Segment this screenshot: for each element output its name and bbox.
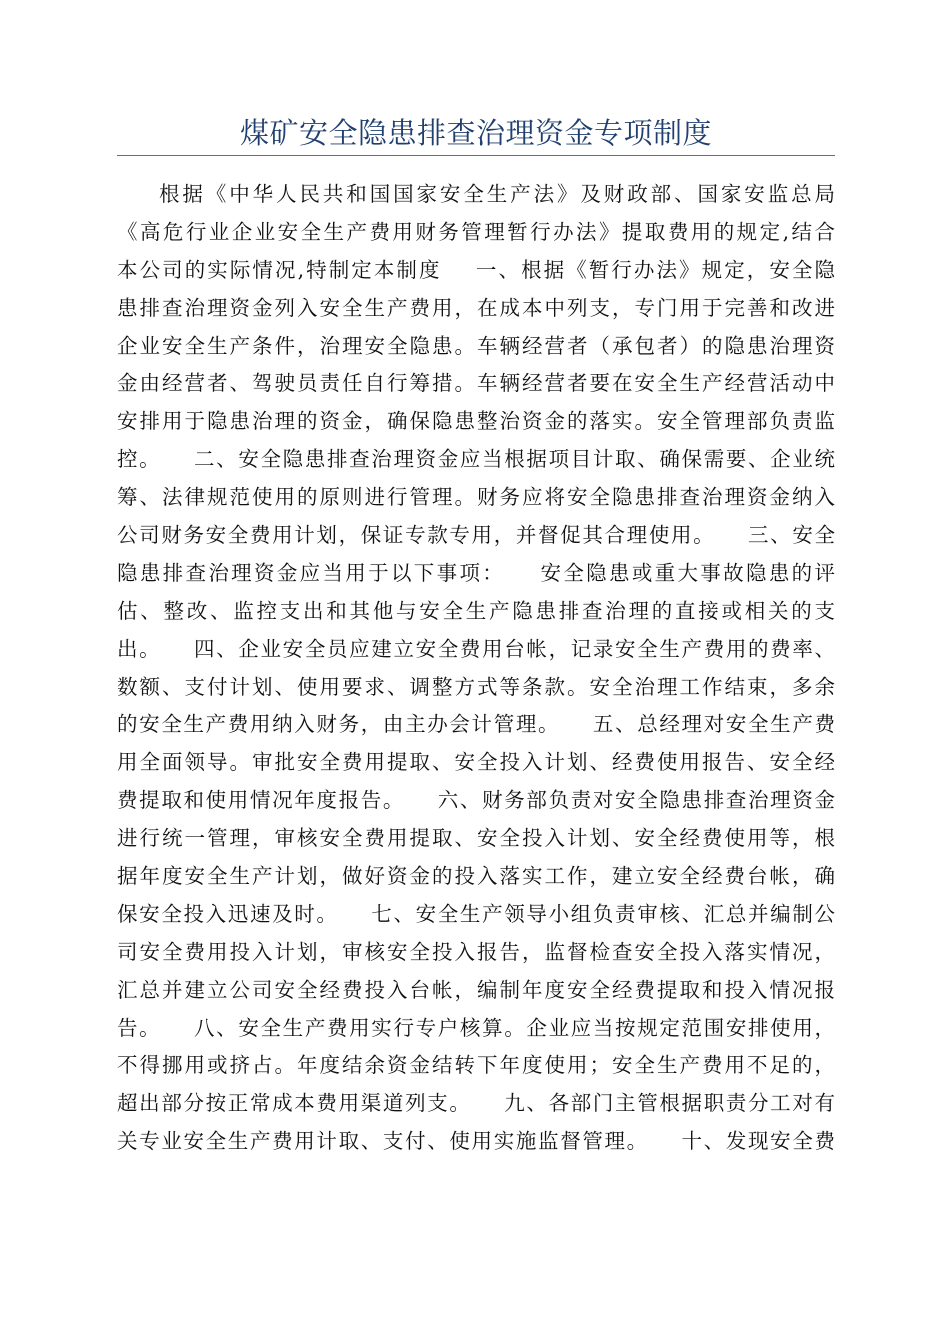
title-underline bbox=[117, 155, 835, 156]
body-line: 安排用于隐患治理的资金，确保隐患整治资金的落实。安全管理部负责监 bbox=[117, 409, 835, 434]
body-line: 筹、法律规范使用的原则进行管理。财务应将安全隐患排查治理资金纳入 bbox=[117, 485, 835, 510]
body-line: 出。 四、企业安全员应建立安全费用台帐，记录安全生产费用的费率、 bbox=[117, 636, 835, 661]
body-line: 公司财务安全费用计划，保证专款专用，并督促其合理使用。 三、安全 bbox=[117, 523, 835, 548]
body-line: 超出部分按正常成本费用渠道列支。 九、各部门主管根据职责分工对有 bbox=[117, 1091, 835, 1116]
body-line: 估、整改、监控支出和其他与安全生产隐患排查治理的直接或相关的支 bbox=[117, 598, 835, 623]
body-line: 《高危行业企业安全生产费用财务管理暂行办法》提取费用的规定,结合 bbox=[117, 219, 835, 244]
body-line: 不得挪用或挤占。年度结余资金结转下年度使用；安全生产费用不足的， bbox=[117, 1053, 835, 1078]
body-line: 隐患排查治理资金应当用于以下事项： 安全隐患或重大事故隐患的评 bbox=[117, 560, 835, 585]
document-title: 煤矿安全隐患排查治理资金专项制度 bbox=[239, 116, 712, 150]
body-line: 控。 二、安全隐患排查治理资金应当根据项目计取、确保需要、企业统 bbox=[117, 447, 835, 472]
body-line: 关专业安全生产费用计取、支付、使用实施监督管理。 十、发现安全费 bbox=[117, 1129, 835, 1154]
body-line: 用全面领导。审批安全费用提取、安全投入计划、经费使用报告、安全经 bbox=[117, 750, 835, 775]
body-line: 汇总并建立公司安全经费投入台帐，编制年度安全经费提取和投入情况报 bbox=[117, 977, 835, 1002]
body-line: 费提取和使用情况年度报告。 六、财务部负责对安全隐患排查治理资金 bbox=[117, 788, 835, 813]
body-line: 患排查治理资金列入安全生产费用，在成本中列支，专门用于完善和改进 bbox=[117, 295, 835, 320]
body-line: 保安全投入迅速及时。 七、安全生产领导小组负责审核、汇总并编制公 bbox=[117, 901, 835, 926]
body-line: 企业安全生产条件，治理安全隐患。车辆经营者（承包者）的隐患治理资 bbox=[117, 333, 835, 358]
body-line: 根据《中华人民共和国国家安全生产法》及财政部、国家安监总局 bbox=[159, 182, 835, 206]
body-line: 司安全费用投入计划，审核安全投入报告，监督检查安全投入落实情况， bbox=[117, 939, 835, 964]
body-line: 据年度安全生产计划，做好资金的投入落实工作，建立安全经费台帐，确 bbox=[117, 864, 835, 889]
body-line: 的安全生产费用纳入财务，由主办会计管理。 五、总经理对安全生产费 bbox=[117, 712, 835, 737]
body-line: 进行统一管理，审核安全费用提取、安全投入计划、安全经费使用等，根 bbox=[117, 826, 835, 851]
document-body bbox=[117, 176, 835, 1161]
body-line: 本公司的实际情况,特制定本制度 一、根据《暂行办法》规定，安全隐 bbox=[117, 257, 835, 282]
body-line: 金由经营者、驾驶员责任自行筹措。车辆经营者要在安全生产经营活动中 bbox=[117, 371, 835, 396]
body-line: 数额、支付计划、使用要求、调整方式等条款。安全治理工作结束，多余 bbox=[117, 674, 835, 699]
body-line: 告。 八、安全生产费用实行专户核算。企业应当按规定范围安排使用， bbox=[117, 1015, 835, 1040]
